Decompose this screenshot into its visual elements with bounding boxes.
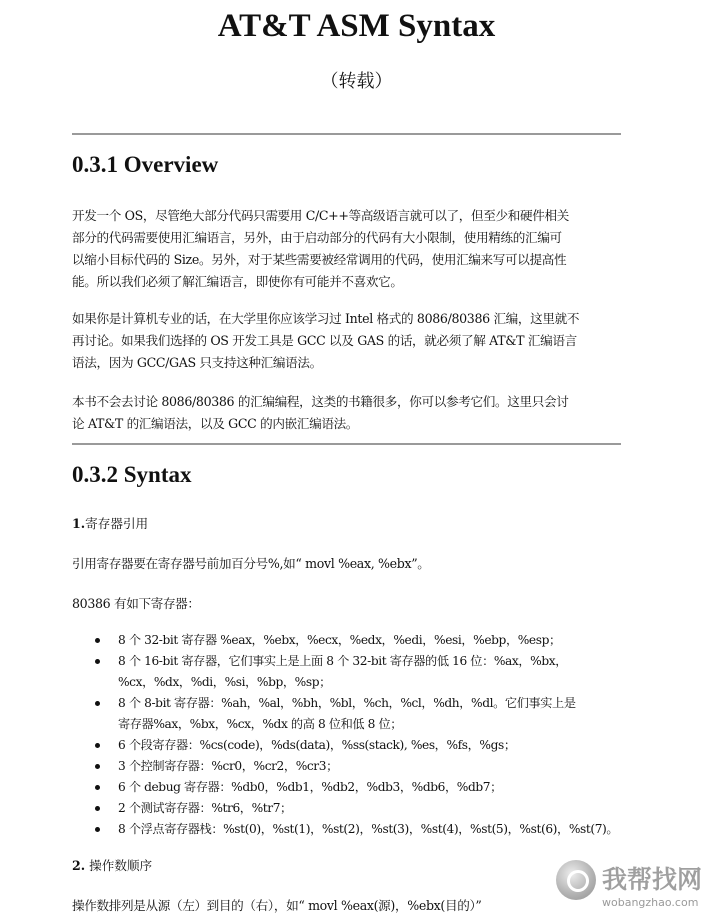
- paragraph-line: 语法，因为 GCC/GAS 只支持这种汇编语法。: [72, 355, 322, 370]
- list-item-line: %cx，%dx，%di，%si，%bp，%sp；: [118, 675, 331, 689]
- list-item-line: 寄存器%ax，%bx，%cx，%dx 的高 8 位和低 8 位；: [118, 717, 403, 731]
- register-list: [72, 630, 632, 840]
- list-item-line: 8 个 32-bit 寄存器 %eax，%ebx，%ecx，%edx，%edi，%esi，%ebp，%esp；: [118, 633, 561, 647]
- paragraph-line: 再讨论。如果我们选择的 OS 开发工具是 GCC 以及 GAS 的话，就必须了解 AT&T 汇编语言: [72, 333, 577, 348]
- subsection-heading-register-reference: [72, 513, 148, 535]
- list-item: [72, 777, 632, 798]
- paragraph-line: 部分的代码需要使用汇编语言，另外，由于启动部分的代码有大小限制，使用精练的汇编可: [72, 230, 562, 245]
- bullet-icon: [95, 638, 100, 643]
- paragraph-line: 80386 有如下寄存器：: [72, 596, 200, 611]
- list-item-line: 6 个 debug 寄存器：%db0，%db1，%db2，%db3，%db6，%db7；: [118, 780, 502, 794]
- paragraph-line: 引用寄存器要在寄存器号前加百分号%,如“ movl %eax, %ebx”。: [72, 556, 430, 571]
- bullet-icon: [95, 785, 100, 790]
- overview-paragraph-2: [72, 308, 624, 374]
- section-divider: [72, 443, 621, 445]
- subsection-title: 操作数顺序: [89, 858, 153, 873]
- list-item: [72, 819, 632, 840]
- list-item-line: 8 个 16-bit 寄存器，它们事实上是上面 8 个 32-bit 寄存器的低 16 位：%ax，%bx，: [118, 654, 568, 668]
- bullet-icon: [95, 743, 100, 748]
- list-item-line: 8 个浮点寄存器栈：%st(0)，%st(1)，%st(2)，%st(3)，%st(4)，%st(5)，%st(6)，%st(7)。: [118, 822, 619, 836]
- paragraph-line: 开发一个 OS，尽管绝大部分代码只需要用 C/C++等高级语言就可以了，但至少和硬件相关: [72, 208, 569, 223]
- list-item-line: 3 个控制寄存器：%cr0，%cr2，%cr3；: [118, 759, 338, 773]
- subsection-heading-operand-order: [72, 855, 152, 877]
- overview-paragraph-3: [72, 391, 624, 435]
- bullet-icon: [95, 659, 100, 664]
- list-item-line: 2 个测试寄存器：%tr6，%tr7；: [118, 801, 292, 815]
- operand-order-paragraph: [72, 895, 624, 917]
- paragraph-line: 以缩小目标代码的 Size。另外，对于某些需要被经常调用的代码，使用汇编来写可以提高性: [72, 252, 567, 267]
- list-item: [72, 693, 632, 735]
- section-divider: [72, 133, 621, 135]
- document-title: AT&T ASM Syntax: [217, 8, 496, 44]
- list-item: [72, 756, 632, 777]
- list-item-line: 6 个段寄存器：%cs(code)，%ds(data)，%ss(stack), %es，%fs，%gs；: [118, 738, 516, 752]
- paragraph-line: 如果你是计算机专业的话，在大学里你应该学习过 Intel 格式的 8086/80386 汇编，这里就不: [72, 311, 580, 326]
- subsection-title: 寄存器引用: [85, 516, 149, 531]
- magnifier-logo-icon: [556, 860, 596, 900]
- list-item: [72, 630, 632, 651]
- registers-intro: [72, 593, 624, 615]
- subsection-number: 1.: [72, 516, 86, 531]
- list-item: [72, 651, 632, 693]
- list-item-line: 8 个 8-bit 寄存器：%ah，%al，%bh，%bl，%ch，%cl，%dh，%dl。它们事实上是: [118, 696, 576, 710]
- list-item: [72, 798, 632, 819]
- document-subtitle: （转载）: [320, 71, 393, 92]
- bullet-icon: [95, 701, 100, 706]
- paragraph-line: 操作数排列是从源（左）到目的（右），如“ movl %eax(源)，%ebx(目的）”: [72, 898, 482, 913]
- bullet-icon: [95, 764, 100, 769]
- paragraph-line: 论 AT&T 的汇编语法，以及 GCC 的内嵌汇编语法。: [72, 416, 359, 431]
- site-watermark: [556, 858, 706, 918]
- paragraph-line: 能。所以我们必须了解汇编语言，即使你有可能并不喜欢它。: [72, 274, 403, 289]
- watermark-url: wobangzhao.com: [602, 896, 699, 909]
- section-heading-syntax: 0.3.2 Syntax: [72, 462, 192, 487]
- bullet-icon: [95, 806, 100, 811]
- list-item: [72, 735, 632, 756]
- register-reference-paragraph: [72, 553, 624, 575]
- watermark-name: 我帮找网: [602, 865, 703, 894]
- paragraph-line: 本书不会去讨论 8086/80386 的汇编编程，这类的书籍很多，你可以参考它们。这里只会讨: [72, 394, 569, 409]
- overview-paragraph-1: [72, 205, 624, 293]
- subsection-number: 2.: [72, 858, 86, 873]
- bullet-icon: [95, 827, 100, 832]
- section-heading-overview: 0.3.1 Overview: [72, 152, 219, 177]
